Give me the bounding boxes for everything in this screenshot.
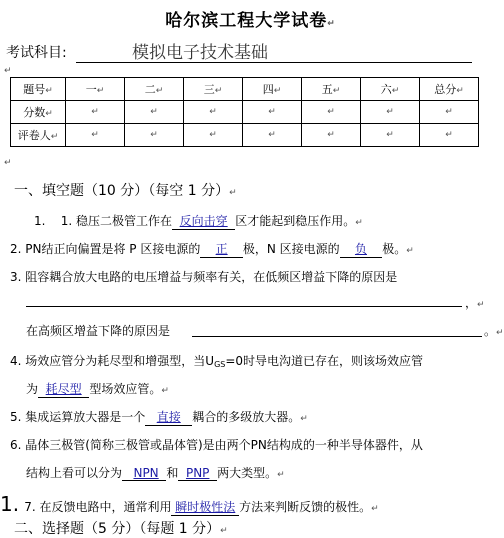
table-cell: 分数↵	[11, 101, 66, 124]
table-cell: ↵	[125, 101, 184, 124]
answer-fill: 反向击穿	[179, 214, 228, 228]
score-table-header-row	[11, 78, 479, 101]
table-cell: ↵	[184, 101, 243, 124]
question-4: 4. 场效应管分为耗尽型和增强型，当$U_{GS}=0$时导电沟道已存在，则该场效应管	[10, 354, 424, 369]
question-6-line-2: 结构上看可以分为 NPN 和 PNP 两大类型。↵	[26, 466, 285, 480]
table-cell: ↵	[302, 101, 361, 124]
question-3: 3. 阻容耦合放大电路的电压增益与频率有关，在低频区增益下降的原因是	[10, 270, 398, 284]
answer-fill: 直接	[156, 410, 181, 424]
table-cell: ↵	[361, 124, 420, 147]
table-cell: ↵	[243, 124, 302, 147]
table-cell: ↵	[66, 101, 125, 124]
question-5: 5. 集成运算放大器是一个 直接 耦合的多级放大器。↵	[10, 410, 308, 424]
table-cell: ↵	[302, 124, 361, 147]
table-cell: ↵	[420, 124, 479, 147]
table-cell: 六↵	[361, 78, 420, 101]
question-3-line-3: 在高频区增益下降的原因是	[26, 324, 171, 338]
question-6: 6. 晶体三极管(简称三极管或晶体管)是由两个PN结构成的一种半导体器件，从	[10, 438, 423, 452]
answer-blank-line	[26, 306, 462, 307]
table-cell: ↵	[420, 101, 479, 124]
table-cell: 一↵	[66, 78, 125, 101]
answer-blank-line	[192, 336, 482, 337]
question-7: 1. 7. 在反馈电路中，通常利用 瞬时极性法 方法来判断反馈的极性。↵	[0, 492, 379, 516]
answer-fill: 负	[354, 242, 367, 256]
subject-name: 模拟电子技术基础	[132, 43, 268, 63]
table-cell: 四↵	[243, 78, 302, 101]
table-cell: 评卷人↵	[11, 124, 66, 147]
table-cell: 二↵	[125, 78, 184, 101]
score-table-score-row	[11, 101, 479, 124]
table-cell: ↵	[125, 124, 184, 147]
paragraph-mark: ↵	[4, 66, 12, 76]
table-cell: 三↵	[184, 78, 243, 101]
period-mark: 。↵	[484, 324, 504, 338]
table-cell: ↵	[66, 124, 125, 147]
subject-label: 考试科目:	[6, 45, 67, 61]
score-table-grader-row	[11, 124, 479, 147]
score-table	[10, 77, 479, 147]
answer-fill: 瞬时极性法	[175, 500, 236, 514]
question-2: 2. PN结正向偏置是将 P 区接电源的 正 极，N 区接电源的 负 极。↵	[10, 242, 414, 256]
section-2-heading: 二、选择题（5 分）（每题 1 分）↵	[14, 521, 228, 537]
section-1-heading: 一、填空题（10 分）（每空 1 分）↵	[14, 183, 237, 199]
table-cell: 总分↵	[420, 78, 479, 101]
paragraph-mark: ↵	[4, 158, 12, 168]
exam-title: 哈尔滨工程大学试卷↵	[165, 11, 336, 31]
answer-fill: NPN	[133, 466, 159, 480]
comma-mark: ，↵	[465, 296, 485, 310]
question-1: 1. 1. 稳压二极管工作在 反向击穿 区才能起到稳压作用。↵	[34, 214, 363, 228]
answer-fill: 正	[215, 242, 228, 256]
table-cell: ↵	[361, 101, 420, 124]
table-cell: 题号↵	[11, 78, 66, 101]
table-cell: 五↵	[302, 78, 361, 101]
answer-fill: PNP	[185, 466, 210, 480]
question-4-line-2: 为 耗尽型 型场效应管。↵	[26, 382, 169, 396]
table-cell: ↵	[184, 124, 243, 147]
table-cell: ↵	[243, 101, 302, 124]
answer-fill: 耗尽型	[45, 382, 82, 396]
